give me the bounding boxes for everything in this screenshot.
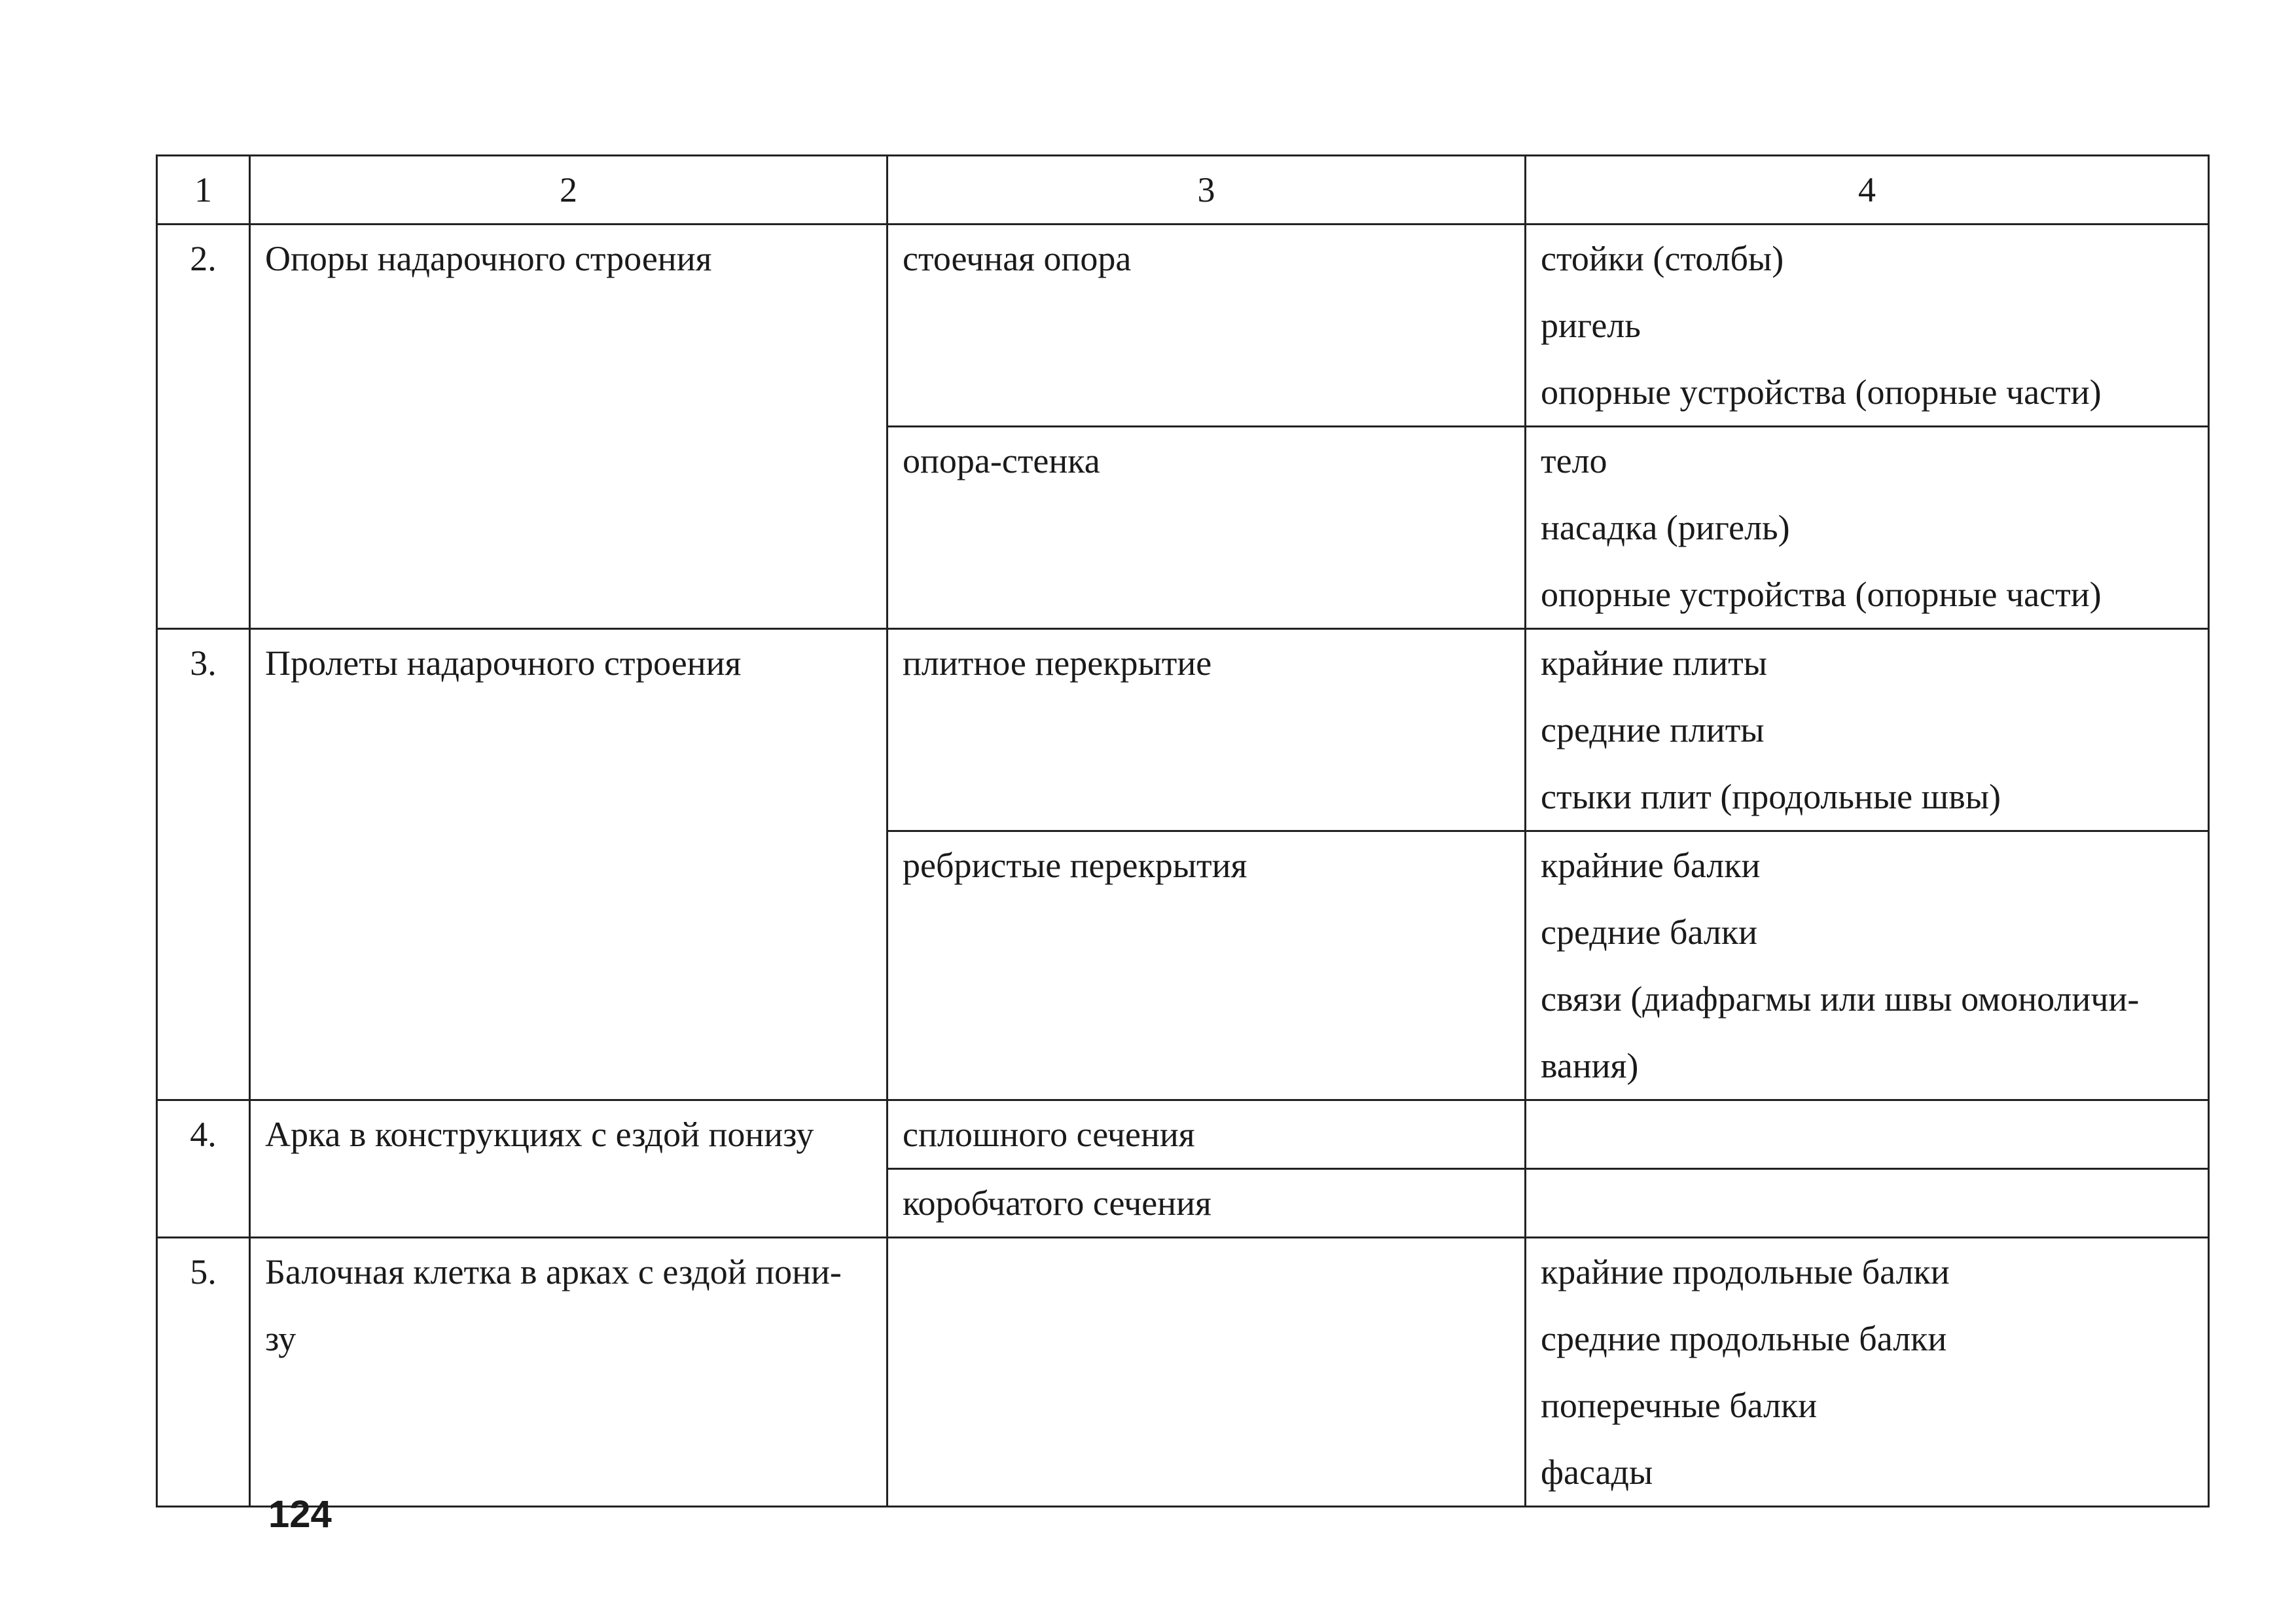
element-parts-cell (1526, 831, 2209, 1100)
element-type: ребристые перекрытия (903, 846, 1247, 885)
element-part: опорные устройства (опорные части) (1541, 575, 2102, 614)
element-type-cell (888, 427, 1526, 629)
element-type-cell (888, 629, 1526, 831)
element-name: Опоры надарочного строения (265, 239, 712, 278)
element-parts-cell (1526, 629, 2209, 831)
element-parts-cell (1526, 1169, 2209, 1238)
element-type-cell (888, 225, 1526, 427)
element-type: коробчатого сечения (903, 1183, 1211, 1223)
element-part: вания) (1541, 1046, 1639, 1085)
row-number-cell (157, 1238, 250, 1507)
element-part: средние балки (1541, 912, 1757, 952)
element-part: стойки (столбы) (1541, 239, 1784, 278)
row-number: 2. (190, 239, 217, 278)
element-parts-cell (1526, 1238, 2209, 1507)
element-type: опора-стенка (903, 441, 1100, 480)
row-number: 3. (190, 643, 217, 683)
element-parts-cell (1526, 1100, 2209, 1169)
header-cell: 3 (888, 156, 1526, 225)
row-number-cell (157, 629, 250, 1100)
row-number-cell (157, 1100, 250, 1238)
element-part: насадка (ригель) (1541, 508, 1790, 547)
element-type (903, 1238, 1524, 1305)
table-row (157, 1100, 2209, 1169)
element-part: связи (диафрагмы или швы омоноличи- (1541, 979, 2140, 1019)
element-name-cell (250, 629, 888, 1100)
header-cell: 1 (157, 156, 250, 225)
element-parts-cell (1526, 427, 2209, 629)
element-part: фасады (1541, 1453, 1653, 1492)
element-name: Пролеты надарочного строения (265, 643, 742, 683)
table-row (157, 629, 2209, 831)
element-part: поперечные балки (1541, 1386, 1818, 1425)
element-part: опорные устройства (опорные части) (1541, 372, 2102, 412)
empty-cell (1541, 1101, 2208, 1168)
empty-cell (1541, 1170, 2208, 1236)
element-type: плитное перекрытие (903, 643, 1212, 683)
element-parts-cell (1526, 225, 2209, 427)
row-number: 4. (190, 1115, 217, 1154)
table-row (157, 225, 2209, 427)
element-type-cell (888, 831, 1526, 1100)
row-number-cell (157, 225, 250, 629)
element-type-cell (888, 1100, 1526, 1169)
element-part: крайние балки (1541, 846, 1761, 885)
element-name: зу (265, 1319, 296, 1358)
header-cell: 4 (1526, 156, 2209, 225)
element-name-cell (250, 225, 888, 629)
element-type: сплошного сечения (903, 1115, 1195, 1154)
element-name: Балочная клетка в арках с ездой пони- (265, 1252, 842, 1291)
element-part: средние плиты (1541, 710, 1765, 749)
element-part: стыки плит (продольные швы) (1541, 777, 2001, 816)
header-cell: 2 (250, 156, 888, 225)
element-part: крайние плиты (1541, 643, 1767, 683)
element-name-cell (250, 1238, 888, 1507)
element-type: стоечная опора (903, 239, 1132, 278)
element-part: средние продольные балки (1541, 1319, 1947, 1358)
row-number: 5. (190, 1252, 217, 1291)
element-type-cell (888, 1169, 1526, 1238)
element-name: Арка в конструкциях с ездой понизу (265, 1115, 814, 1154)
element-type-cell (888, 1238, 1526, 1507)
element-part: крайние продольные балки (1541, 1252, 1950, 1291)
element-part: тело (1541, 441, 1607, 480)
table-row (157, 1238, 2209, 1507)
structure-table (156, 154, 2210, 1507)
element-part: ригель (1541, 306, 1641, 345)
element-name-cell (250, 1100, 888, 1238)
header-row (157, 156, 2209, 225)
page-number: 124 (268, 1493, 332, 1536)
